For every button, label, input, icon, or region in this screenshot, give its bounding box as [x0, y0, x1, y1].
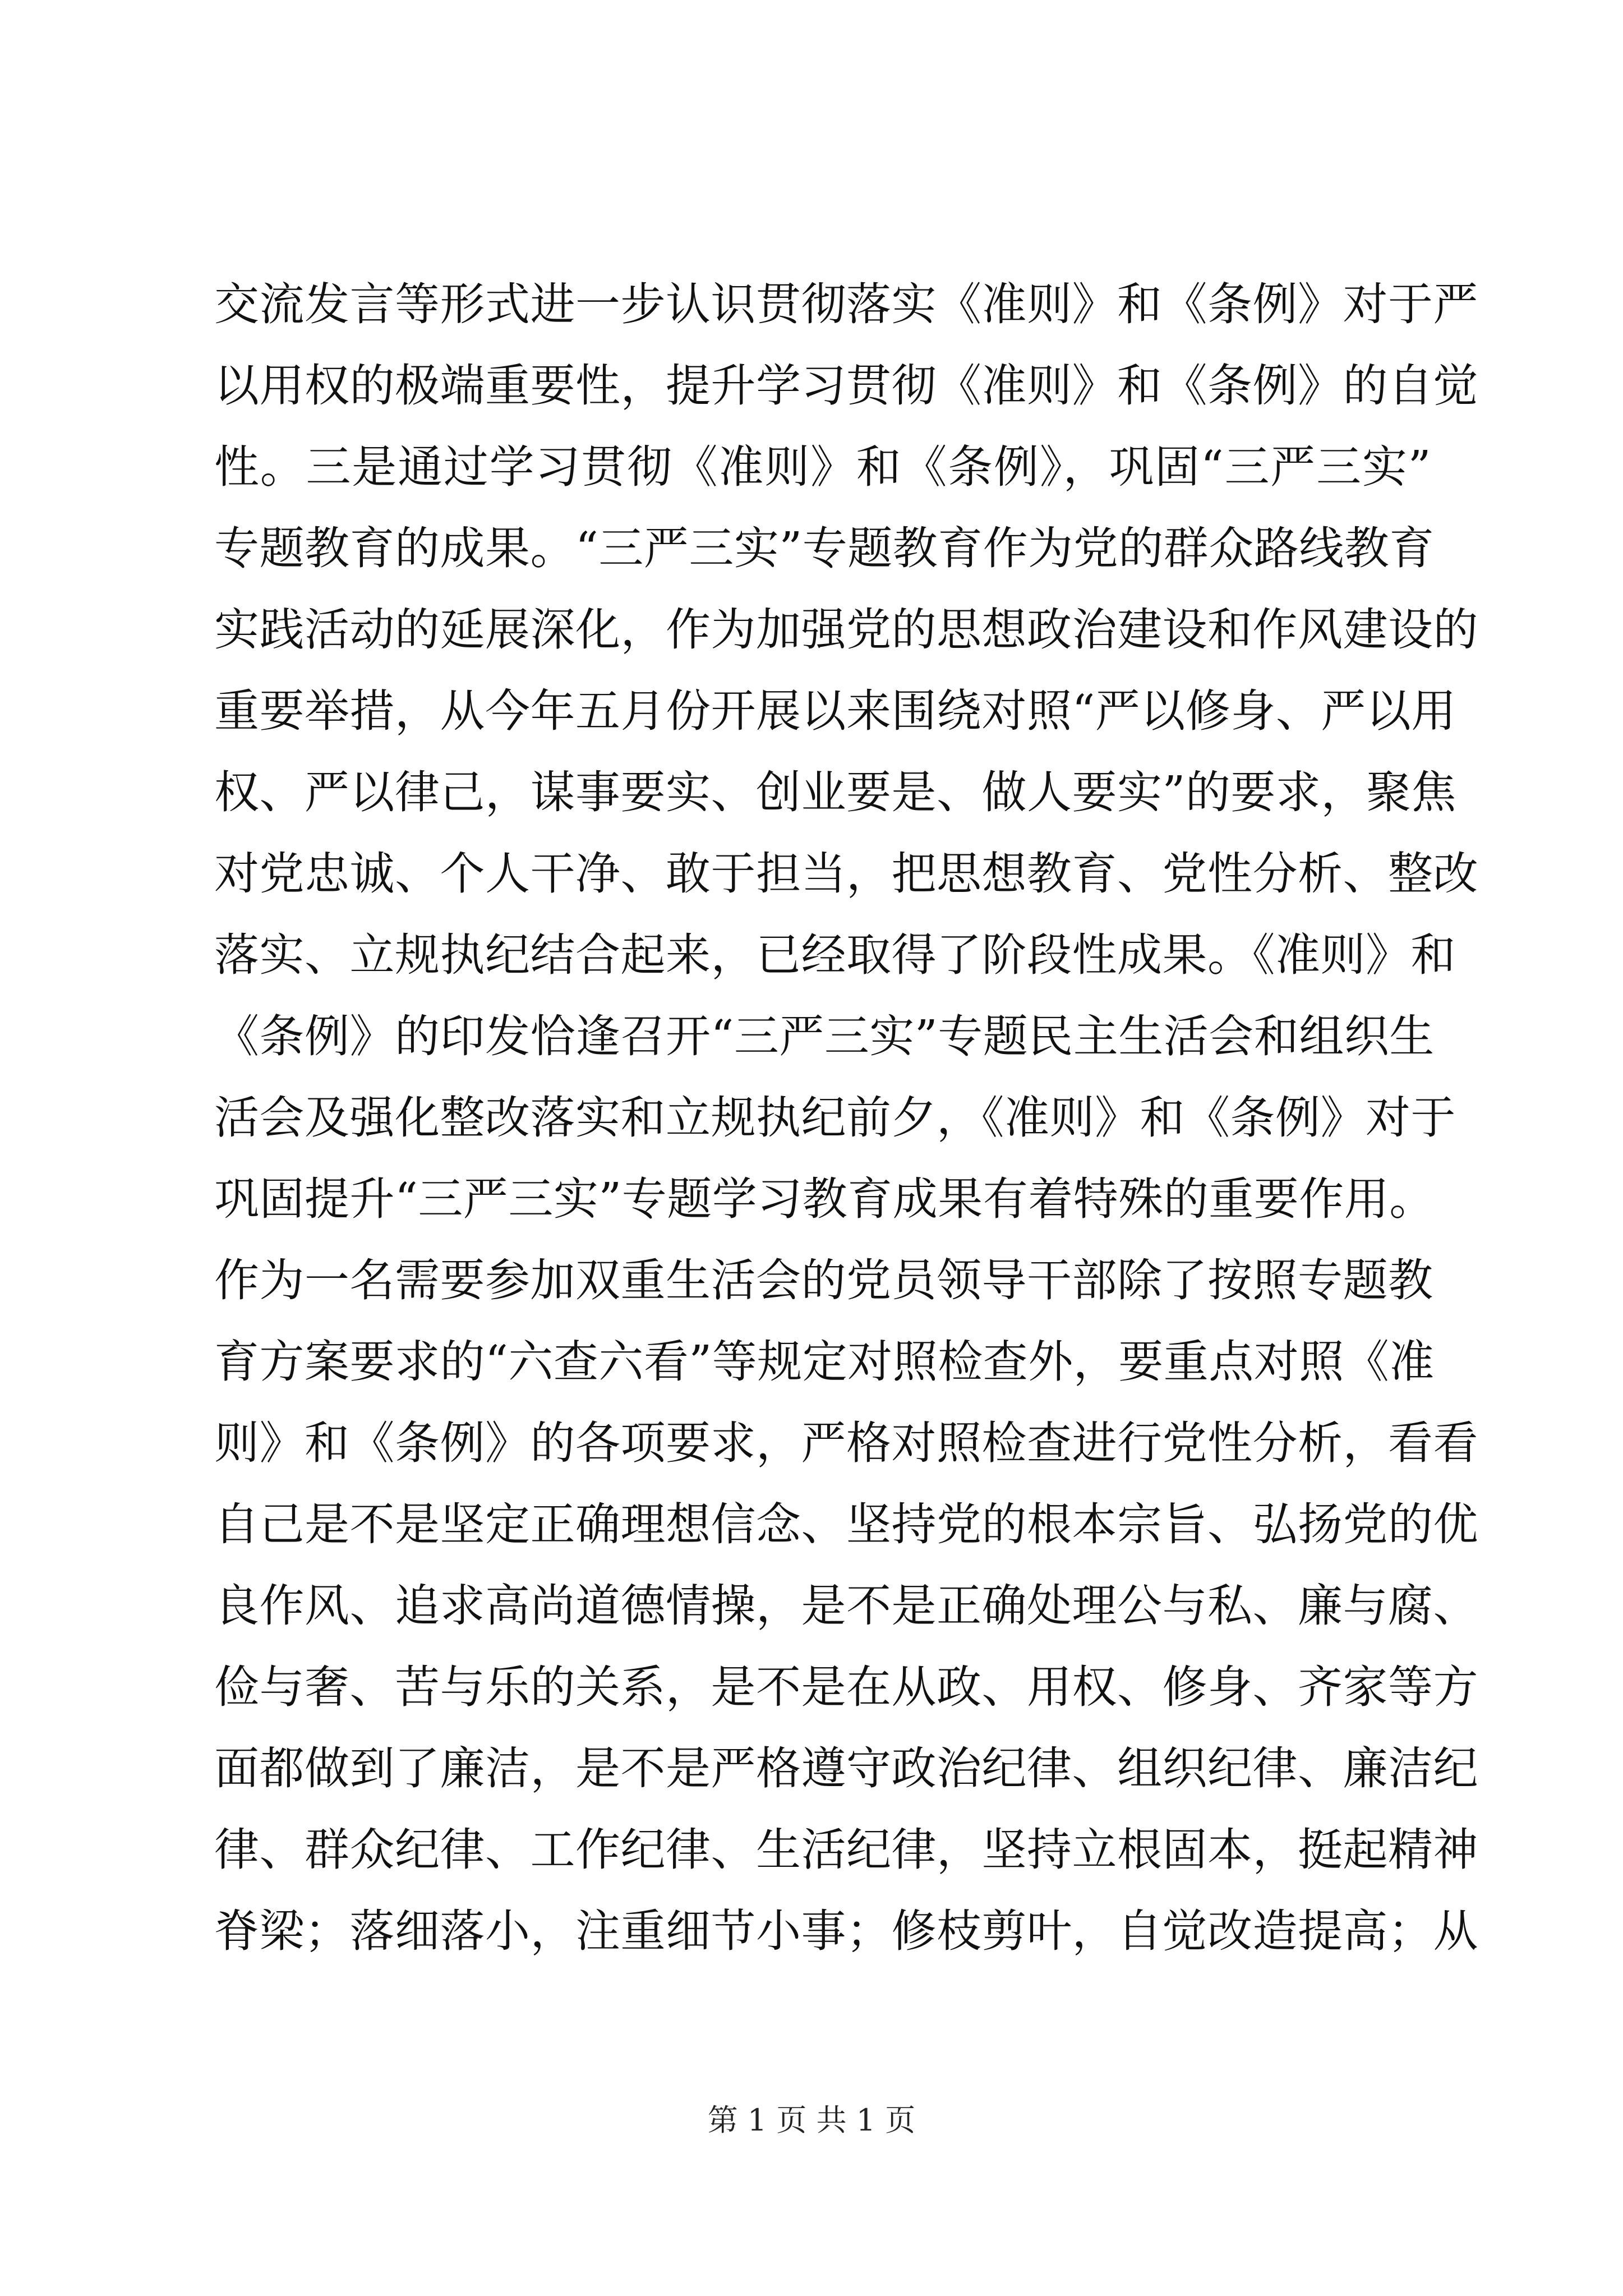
text-line: 则》和《条例》的各项要求，严格对照检查进行党性分析，看看 — [214, 1417, 1478, 1469]
text-line: 作为一名需要参加双重生活会的党员领导干部除了按照专题教 — [214, 1254, 1433, 1306]
text-line: 实践活动的延展深化，作为加强党的思想政治建设和作风建设的 — [214, 604, 1478, 656]
text-line: 俭与奢、苦与乐的关系，是不是在从政、用权、修身、齐家等方 — [214, 1661, 1478, 1713]
text-line: 脊梁；落细落小，注重细节小事；修枝剪叶，自觉改造提高；从 — [214, 1905, 1478, 1957]
text-line: 自己是不是坚定正确理想信念、坚持党的根本宗旨、弘扬党的优 — [214, 1498, 1478, 1550]
text-line: 对党忠诚、个人干净、敢于担当，把思想教育、党性分析、整改 — [214, 848, 1478, 900]
text-line: 性。三是通过学习贯彻《准则》和《条例》，巩固“三严三实” — [214, 441, 1431, 493]
text-line: 活会及强化整改落实和立规执纪前夕，《准则》和《条例》对于 — [214, 1092, 1456, 1144]
page-footer — [0, 2098, 1623, 2143]
text-line: 《条例》的印发恰逢召开“三严三实”专题民主生活会和组织生 — [214, 1010, 1435, 1062]
text-line: 面都做到了廉洁，是不是严格遵守政治纪律、组织纪律、廉洁纪 — [214, 1742, 1478, 1795]
text-line: 良作风、追求高尚道德情操，是不是正确处理公与私、廉与腐、 — [214, 1580, 1478, 1632]
text-line: 育方案要求的“六查六看”等规定对照检查外，要重点对照《准 — [214, 1336, 1435, 1388]
text-line: 律、群众纪律、工作纪律、生活纪律，坚持立根固本，挺起精神 — [214, 1824, 1478, 1876]
page-number: 第 1 页 共 1 页 — [707, 2102, 916, 2138]
text-line: 权、严以律己，谋事要实、创业要是、做人要实”的要求，聚焦 — [214, 766, 1456, 818]
text-line: 交流发言等形式进一步认识贯彻落实《准则》和《条例》对于严 — [214, 278, 1478, 330]
text-line: 专题教育的成果。“三严三实”专题教育作为党的群众路线教育 — [214, 522, 1435, 574]
text-line: 以用权的极端重要性，提升学习贯彻《准则》和《条例》的自觉 — [214, 360, 1478, 412]
text-line: 重要举措，从今年五月份开展以来围绕对照“严以修身、严以用 — [214, 685, 1456, 737]
text-line: 巩固提升“三严三实”专题学习教育成果有着特殊的重要作用。 — [214, 1173, 1435, 1225]
text-line: 落实、立规执纪结合起来，已经取得了阶段性成果。《准则》和 — [214, 929, 1456, 981]
document-body — [214, 264, 1478, 1972]
